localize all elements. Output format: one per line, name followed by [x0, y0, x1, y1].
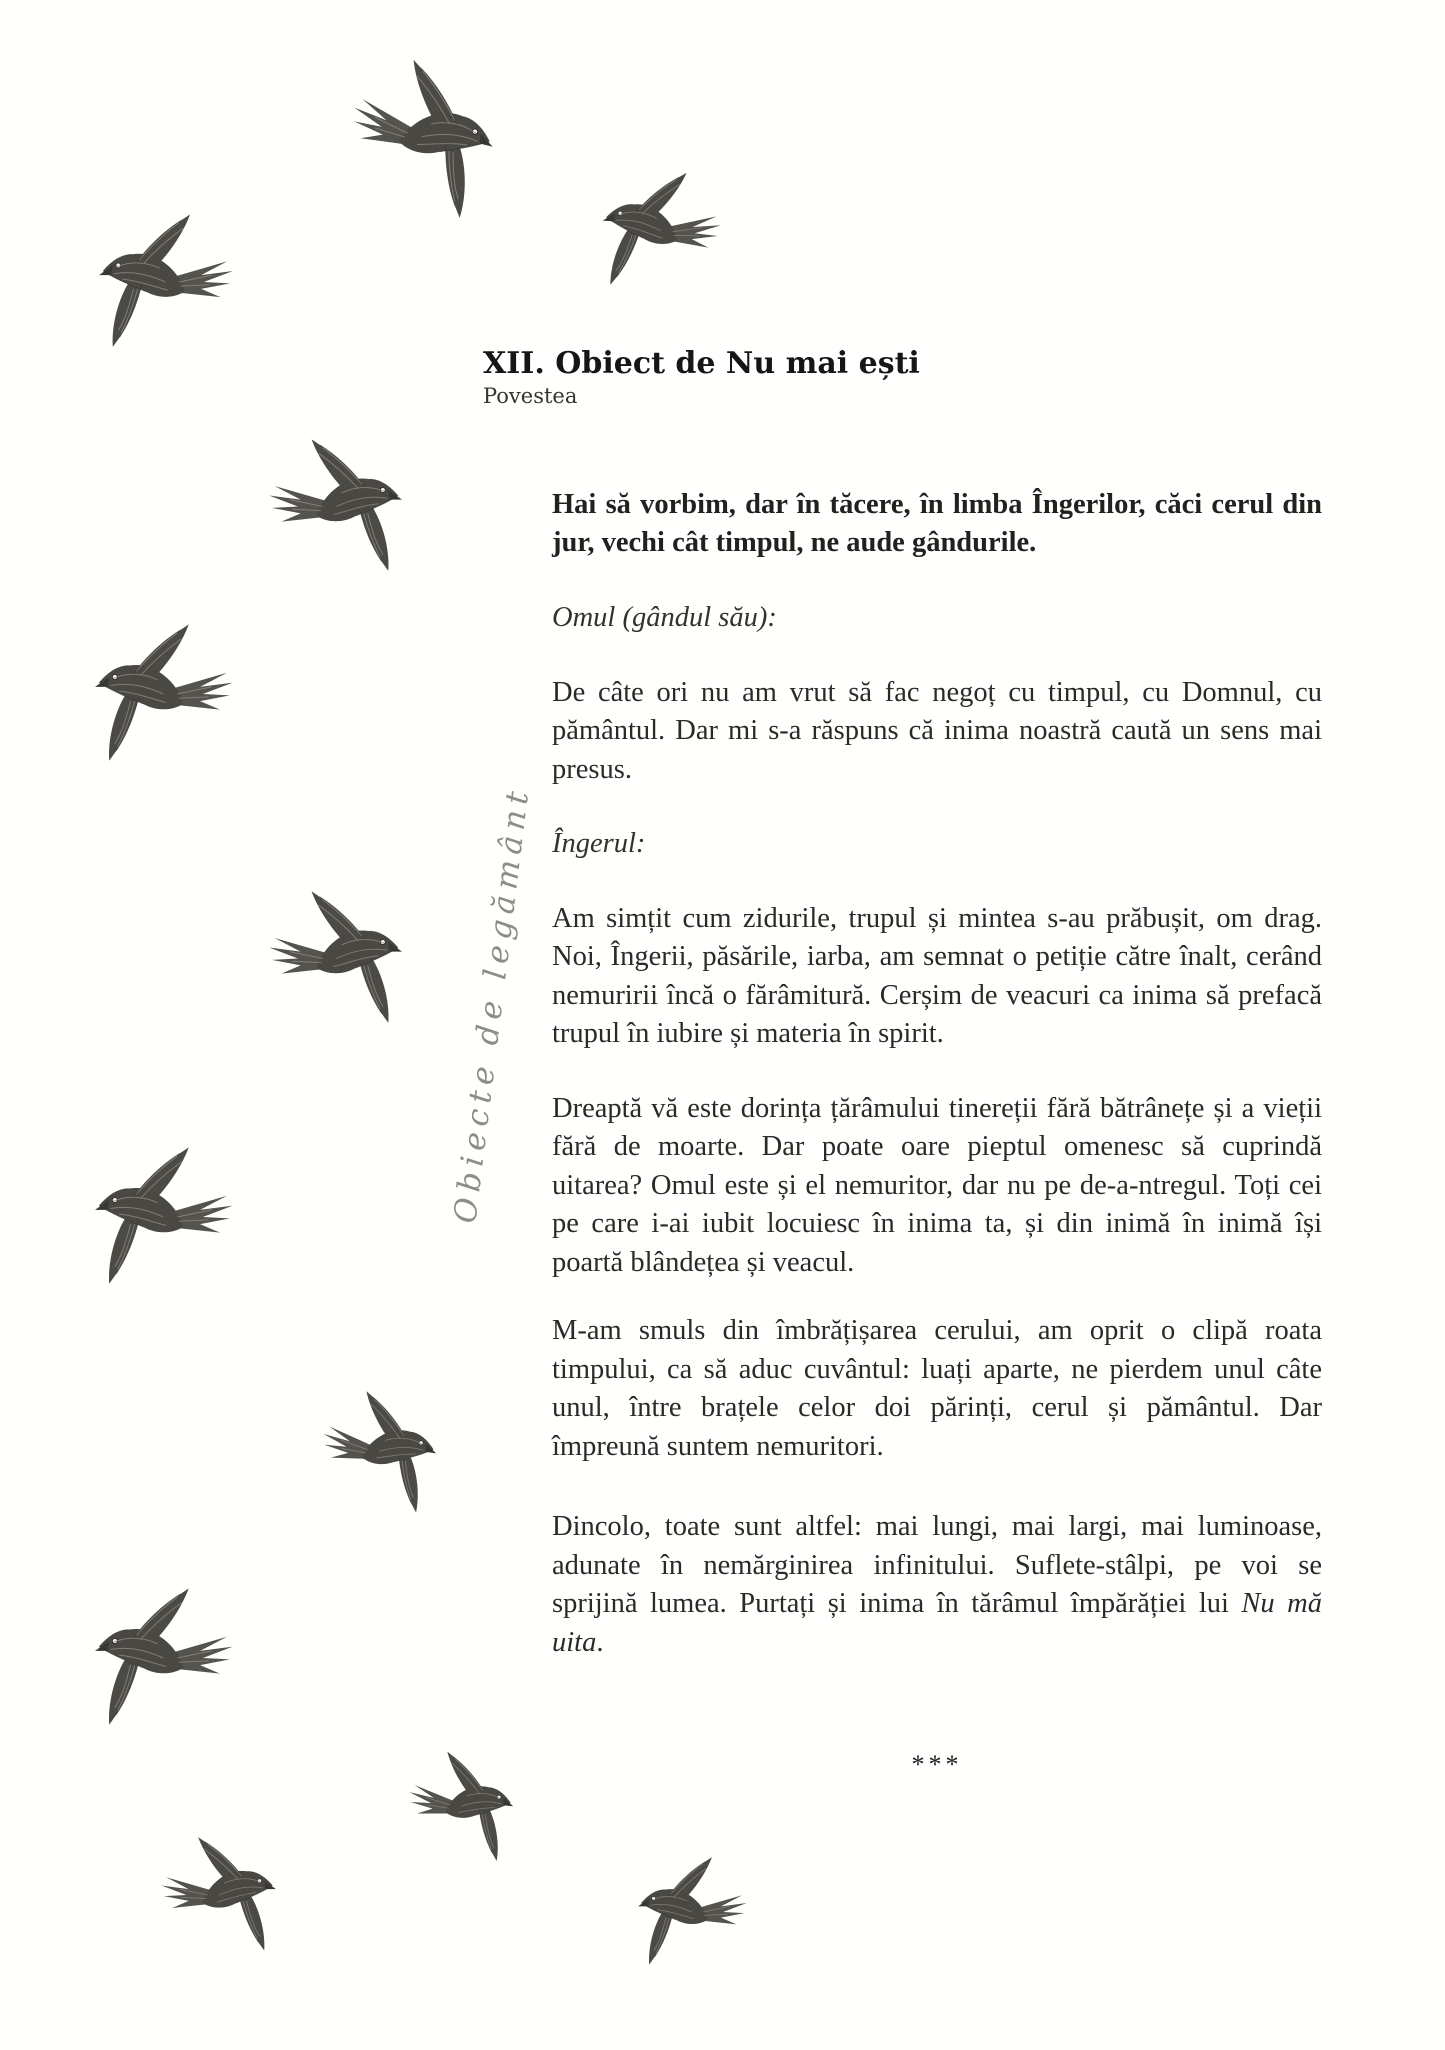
- speaker-heading-ingerul: Îngerul:: [552, 828, 646, 859]
- chapter-subtitle: Povestea: [483, 384, 578, 408]
- swallow-illustration: [95, 1587, 237, 1729]
- swallow-illustration: [638, 1856, 750, 1968]
- chapter-header: [483, 347, 1083, 408]
- chapter-title: XII. Obiect de Nu mai ești: [483, 346, 920, 381]
- paragraph-inger-1: Am simțit cum zidurile, trupul și mintea s-au prăbușit, om drag. Noi, Îngerii, păsările, iarba, am semnat o petiție către înalt, cerând nemuririi încă o fărâmitură. Cerșim de veacuri ca inima să prefacă trupul în iubire și materia în spirit.: [552, 902, 1322, 1049]
- closing-text: Dincolo, toate sunt altfel: mai lungi, mai largi, mai luminoase, adunate în nemărginirea infinitului. Suflete-stâlpi, pe voi se sprijină lumea. Purtați și inima în tărâmul împărăției lui: [552, 1511, 1322, 1619]
- lead-paragraph: Hai să vorbim, dar în tăcere, în limba Îngerilor, căci cerul din jur, vechi cât timpul, ne aude gândurile.: [552, 489, 1322, 558]
- paragraph-omul: De câte ori nu am vrut să fac negoț cu timpul, cu Domnul, cu pământul. Dar mi s-a răspuns că inima noastră caută un sens mai presus.: [552, 676, 1322, 785]
- speaker-heading-omul: Omul (gândul său):: [552, 602, 777, 633]
- swallow-illustration: [95, 1146, 237, 1288]
- swallow-illustration: [310, 1384, 443, 1517]
- swallow-illustration: [265, 438, 402, 575]
- paragraph-inger-4: [552, 1508, 1322, 1662]
- story-text-column: [552, 486, 1322, 1785]
- paragraph-inger-2: Dreaptă vă este dorința țărâmului tinereții fără bătrânețe și a vieții fără de moarte. Dar poate oare pieptul omenesc să cuprindă uitarea? Omul este și el nemuritor, dar nu pe de-a-ntregul. Toți cei pe care i-ai iubit locuiesc în inima ta, și din inimă în inimă își poartă blândețea și veacul.: [552, 1092, 1322, 1278]
- closing-period: .: [596, 1626, 604, 1658]
- section-separator: ***: [911, 1750, 963, 1779]
- closing-italic-phrase: Nu mă uita: [552, 1588, 1322, 1658]
- swallow-illustration: [598, 166, 728, 296]
- swallow-illustration: [265, 890, 402, 1027]
- margin-handwritten-note: Obiecte de legământ: [447, 783, 537, 1226]
- swallow-illustration: [400, 1747, 519, 1866]
- swallow-illustration: [329, 46, 508, 225]
- swallow-illustration: [95, 623, 237, 765]
- swallow-illustration: [99, 213, 237, 351]
- swallow-illustration: [158, 1836, 276, 1954]
- paragraph-inger-3: M-am smuls din îmbrățișarea cerului, am oprit o clipă roata timpului, ca să aduc cuvântul: luați aparte, ne pierdem unul câte unul, între brațele celor doi părinți, cerul și pământul. Dar împreună suntem nemuritori.: [552, 1315, 1322, 1462]
